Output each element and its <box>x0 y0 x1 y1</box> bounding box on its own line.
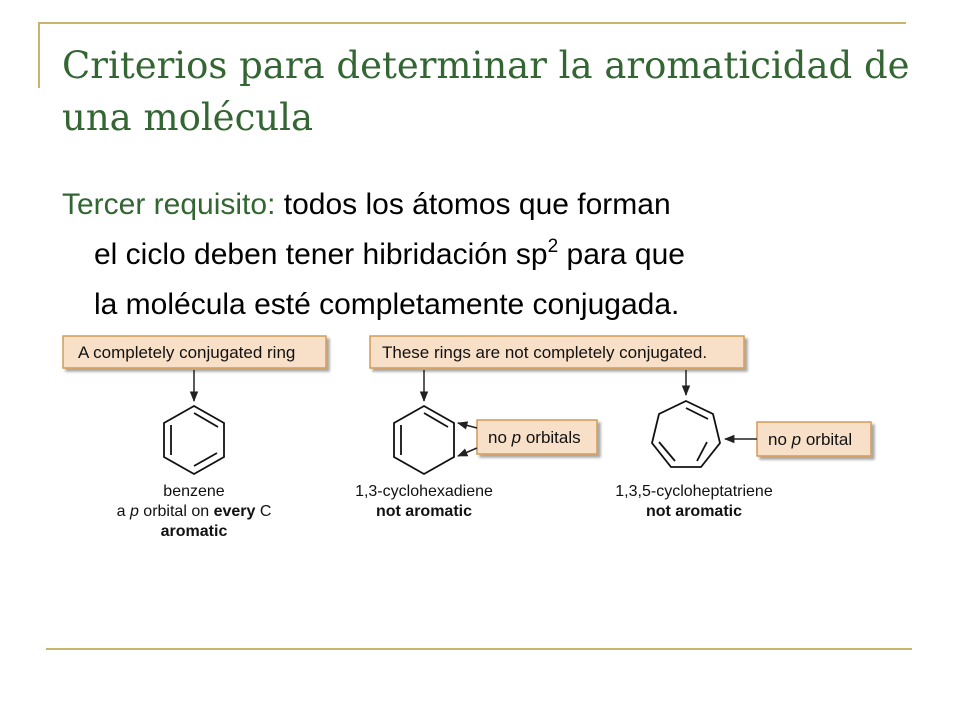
benzene-note: a p orbital on every C <box>116 503 272 520</box>
no-p-orbitals-label: no p orbitals <box>488 428 581 447</box>
bottom-rule <box>46 648 912 650</box>
cycloheptatriene-name: 1,3,5-cycloheptatriene <box>615 483 773 500</box>
slide-title: Criterios para determinar la aromaticidad de una molécula <box>62 44 910 139</box>
cycloheptatriene-status: not aromatic <box>645 503 743 520</box>
not-conjugated-box-label: These rings are not completely conjugated. <box>382 343 708 362</box>
cycloheptatriene-structure <box>652 401 720 467</box>
body-line-3: la molécula esté completamente conjugada. <box>94 288 680 321</box>
body-line-2-text: el ciclo deben tener hibridación sp <box>94 238 548 271</box>
no-p-orbital-label: no p orbital <box>768 430 853 449</box>
benzene-status: aromatic <box>160 523 228 540</box>
hybridization-superscript: 2 <box>547 236 559 257</box>
benzene-structure <box>164 406 224 474</box>
sp3-carbon-arrow-top <box>458 423 477 428</box>
cyclohexadiene-status: not aromatic <box>375 503 473 520</box>
body-line-1-text: todos los átomos que forman <box>283 188 671 221</box>
requirement-label: Tercer requisito: <box>62 188 276 221</box>
conjugated-ring-box-label: A completely conjugated ring <box>78 343 296 362</box>
body-line-2-tail: para que <box>558 238 685 271</box>
benzene-name: benzene <box>163 483 225 500</box>
cyclohexadiene-name: 1,3-cyclohexadiene <box>355 483 493 500</box>
sp3-carbon-arrow-bottom <box>458 448 477 456</box>
cyclohexadiene-structure <box>394 406 454 474</box>
